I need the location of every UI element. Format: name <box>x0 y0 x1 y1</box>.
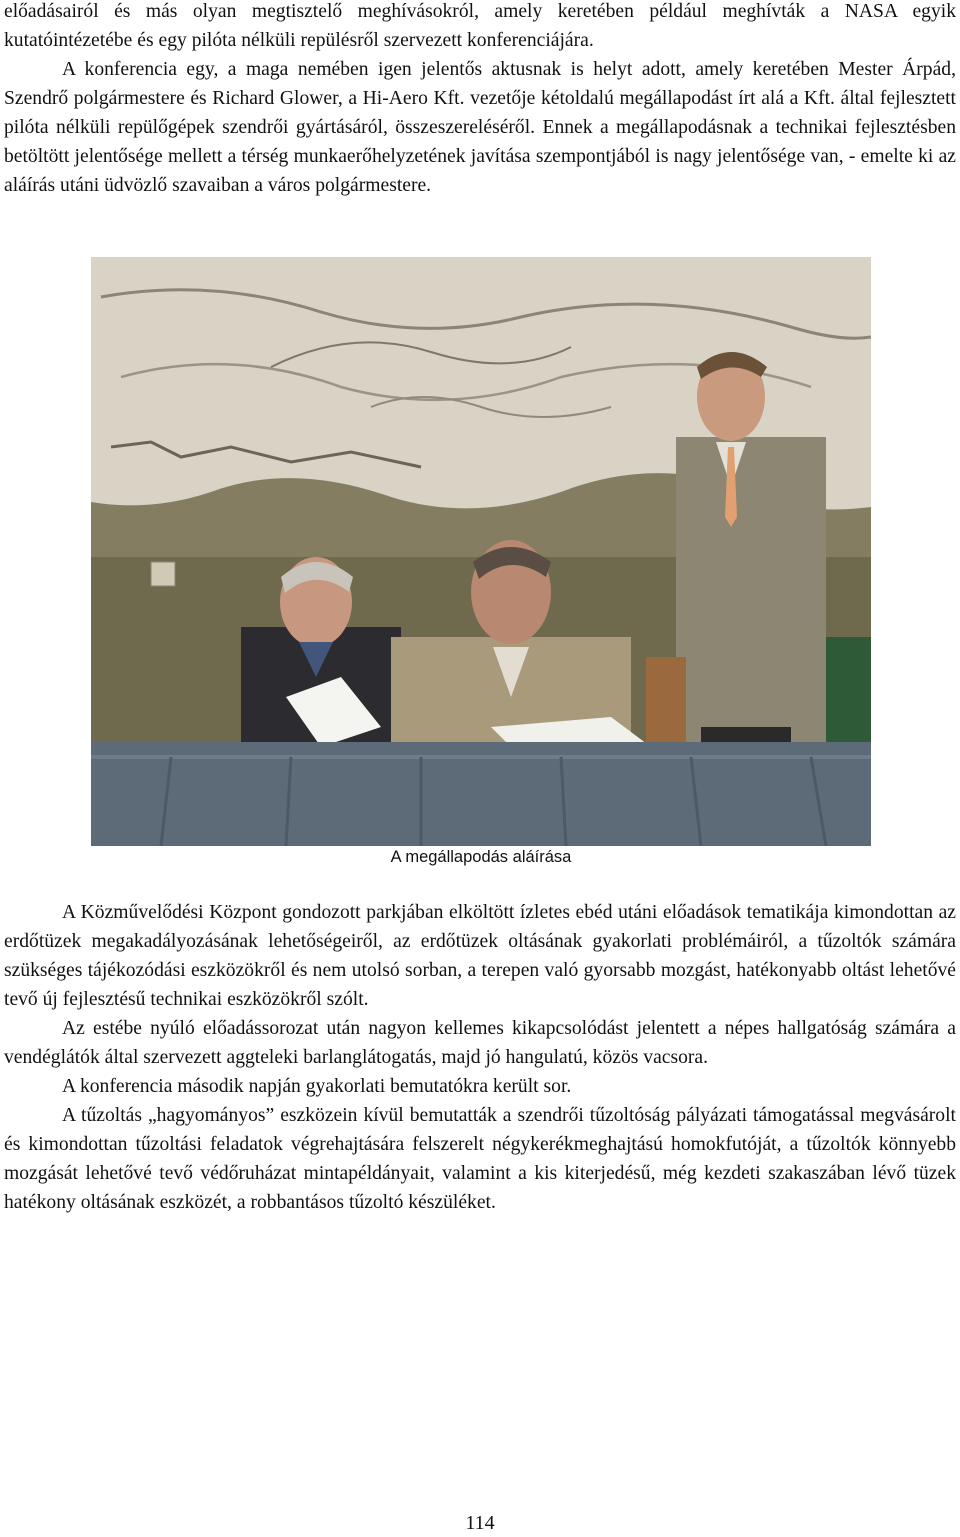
photo-caption: A megállapodás aláírása <box>390 848 572 866</box>
top-text-block <box>4 0 956 200</box>
bottom-text-block <box>4 898 956 1217</box>
paragraph-second-day: A konferencia második napján gyakorlati bemutatókra került sor. <box>62 1076 572 1097</box>
signing-photo <box>91 257 871 846</box>
paragraph-lectures: A Közművelődési Központ gondozott parkjában elköltött ízletes ebéd utáni előadások tematikája kimondottan az erdőtüzek megakadályozásának lehetőségeiről, az erdőtüzek oltásának gyakorlati problémáiról, a tűzoltók számára szükséges tájékozódási eszközökről és nem utolsó sorban, a terepen való gyorsabb mozgást, hatékonyabb oltást lehetővé tevő új fejlesztésű technikai eszközökről szólt. <box>4 902 956 1010</box>
paragraph-agreement: A konferencia egy, a maga nemében igen jelentős aktusnak is helyt adott, amely keretében Mester Árpád, Szendrő polgármestere és Richard Glower, a Hi-Aero Kft. vezetője kétoldalú megállapodást írt alá a Kft. által fejlesztett pilóta nélküli repülőgépek szendrői gyártásáról, összeszereléséről. Ennek a megállapodásnak a technikai fejlesztésben betöltött jelentősége mellett a térség munkaerőhelyzetének javítása szempontjából is nagy jelentősége van, - emelte ki az aláírás utáni üdvözlő szavaiban a város polgármestere. <box>4 59 956 196</box>
paragraph-continued: előadásairól és más olyan megtisztelő meghívásokról, amely keretében például meghívták a NASA egyik kutatóintézetébe és egy pilóta nélküli repülésről szervezett konferenciájára. <box>4 1 956 51</box>
paragraph-evening: Az estébe nyúló előadássorozat után nagyon kellemes kikapcsolódást jelentett a népes hallgatóság számára a vendéglátók által szervezett aggteleki barlanglátogatás, majd jó hangulatú, közös vacsora. <box>4 1018 956 1068</box>
paragraph-demonstrations: A tűzoltás „hagyományos” eszközein kívül bemutatták a szendrői tűzoltóság pályázati támogatással megvásárolt és kimondottan tűzoltási feladatok végrehajtására felszerelt négykerékmeghajtású homokfutóját, a tűzoltók könnyebb mozgását lehetővé tevő védőruházat mintapéldányait, valamint a kis kiterjedésű, még kezdeti szakaszában lévő tüzek hatékony oltásának eszközét, a robbantásos tűzoltó készüléket. <box>4 1105 956 1213</box>
page-number: 114 <box>465 1512 495 1534</box>
